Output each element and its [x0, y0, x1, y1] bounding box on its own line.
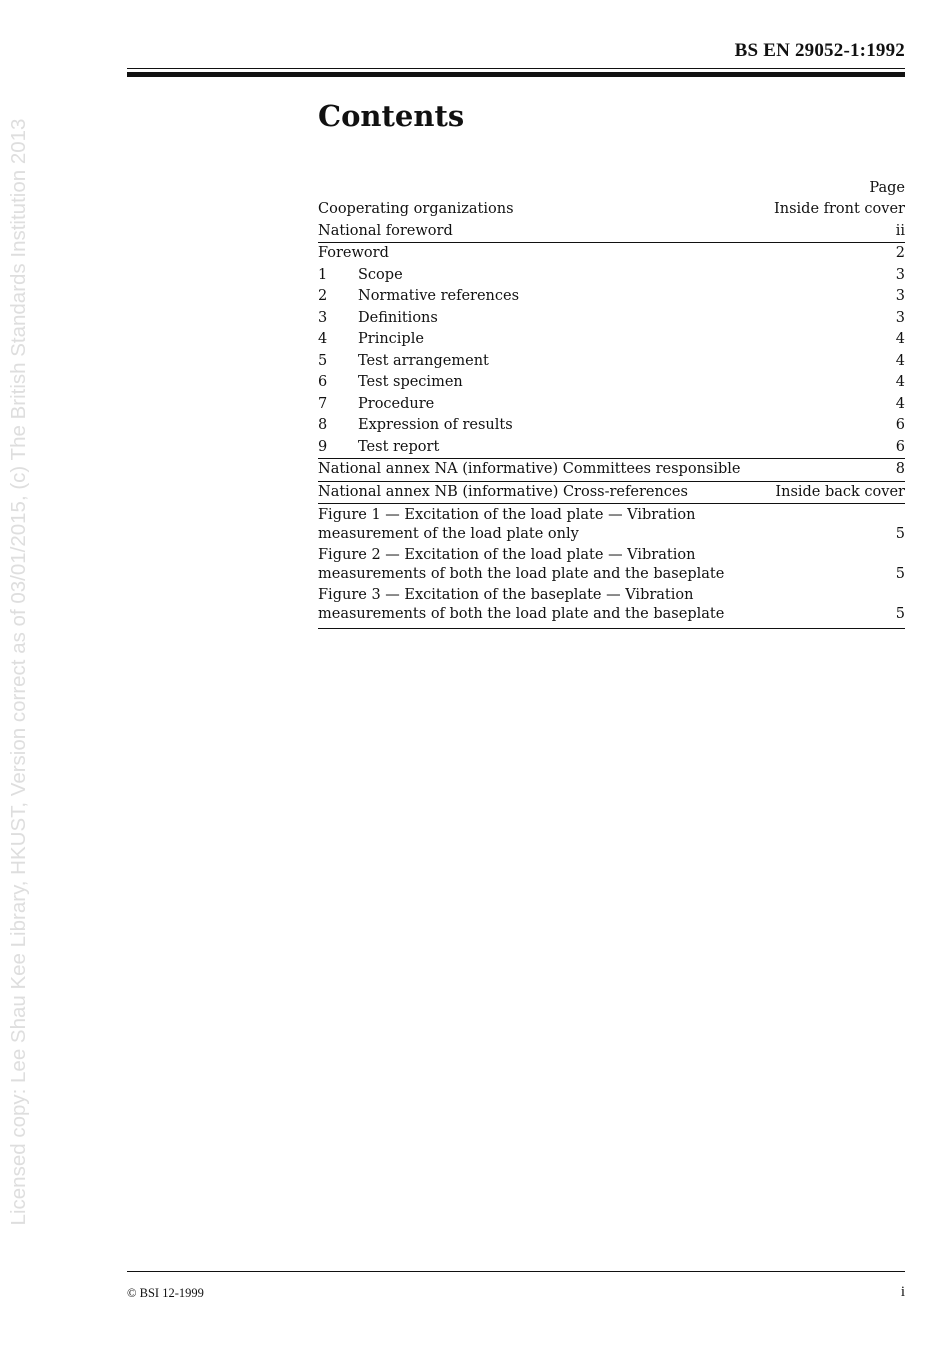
- clause-title: Normative references: [358, 288, 520, 304]
- figure-caption: Figure 1 — Excitation of the load plate — Vibration measurement of the load plate only: [318, 507, 696, 542]
- toc-entry-page: 5: [895, 606, 905, 622]
- clause-title: Scope: [358, 266, 403, 283]
- clause-number: 5: [318, 352, 328, 369]
- toc-entry-label: National foreword: [318, 222, 453, 239]
- toc-entry-page: 4: [895, 331, 905, 347]
- toc-entry[interactable]: [318, 221, 905, 243]
- page-column-heading: Page: [869, 180, 905, 196]
- toc-figure-entry[interactable]: [318, 506, 905, 544]
- toc-entry[interactable]: [318, 199, 905, 221]
- toc-clause[interactable]: [318, 265, 905, 287]
- table-of-contents: [318, 177, 905, 629]
- toc-entry-page: 4: [895, 395, 905, 412]
- clause-title: Definitions: [358, 309, 438, 326]
- toc-annex-NB: [318, 482, 905, 505]
- toc-clause[interactable]: [318, 351, 905, 373]
- clause-number: 4: [318, 331, 328, 347]
- document-code: BS EN 29052-1:1992: [734, 40, 905, 61]
- footer-copyright: © BSI 12-1999: [127, 1286, 204, 1300]
- toc-clause[interactable]: [318, 329, 905, 351]
- clause-number: 7: [318, 395, 328, 412]
- clause-title: Test specimen: [358, 374, 463, 390]
- toc-front-matter: [318, 199, 905, 243]
- toc-entry[interactable]: [318, 243, 905, 265]
- toc-annex-NA: [318, 459, 905, 482]
- toc-entry-page: 6: [895, 417, 905, 433]
- toc-entry-label: National annex NB (informative) Cross-references: [318, 483, 688, 500]
- clause-title: Test arrangement: [358, 352, 489, 369]
- toc-entry-page: 3: [895, 266, 905, 283]
- header-rule-thick: [127, 72, 905, 77]
- toc-clause[interactable]: [318, 286, 905, 308]
- toc-figure-entry[interactable]: [318, 586, 905, 624]
- toc-clause[interactable]: [318, 415, 905, 437]
- toc-entry-page: 8: [895, 461, 905, 477]
- toc-entry-page: 4: [895, 374, 905, 390]
- toc-entry-label: Cooperating organizations: [318, 201, 514, 217]
- toc-clause[interactable]: [318, 308, 905, 330]
- clause-number: 9: [318, 438, 328, 455]
- toc-entry-page: Inside back cover: [775, 483, 905, 500]
- clause-number: 1: [318, 266, 328, 283]
- clause-title: Principle: [358, 331, 424, 347]
- toc-entry-page: Inside front cover: [774, 201, 905, 217]
- toc-figures: [318, 506, 905, 629]
- toc-entry-page: 3: [895, 288, 905, 304]
- toc-clause[interactable]: [318, 372, 905, 394]
- toc-main-clauses: [318, 243, 905, 459]
- toc-entry-page: 4: [895, 352, 905, 369]
- toc-clause[interactable]: [318, 394, 905, 416]
- toc-entry-page: 5: [895, 566, 905, 582]
- toc-entry-page: 3: [895, 309, 905, 326]
- clause-number: 8: [318, 417, 328, 433]
- toc-entry-page: 2: [895, 245, 905, 261]
- footer-rule: [127, 1271, 905, 1272]
- toc-entry-page: 5: [895, 526, 905, 542]
- toc-entry[interactable]: [318, 459, 905, 481]
- watermark-text: Licensed copy: Lee Shau Kee Library, HKUST, Version correct as of 03/01/2015, (c) The British Standards Institution 2013: [7, 118, 30, 1226]
- toc-entry-page: 6: [895, 438, 905, 455]
- page-title: Contents: [318, 99, 465, 133]
- figure-caption: Figure 3 — Excitation of the baseplate — Vibration measurements of both the load plate and the baseplate: [318, 587, 725, 622]
- toc-figure-entry[interactable]: [318, 546, 905, 584]
- clause-title: Expression of results: [358, 417, 513, 433]
- clause-title: Procedure: [358, 395, 435, 412]
- clause-number: 2: [318, 288, 328, 304]
- toc-clause[interactable]: [318, 437, 905, 459]
- toc-entry-page: ii: [895, 222, 905, 239]
- toc-entry-label: Foreword: [318, 245, 389, 261]
- toc-entry-label: National annex NA (informative) Committees responsible: [318, 461, 741, 477]
- clause-title: Test report: [358, 438, 440, 455]
- clause-number: 3: [318, 309, 328, 326]
- figure-caption: Figure 2 — Excitation of the load plate — Vibration measurements of both the load plate and the baseplate: [318, 547, 725, 582]
- toc-entry[interactable]: [318, 482, 905, 504]
- header-rule-thin: [127, 68, 905, 69]
- clause-number: 6: [318, 374, 328, 390]
- footer-page-number: i: [900, 1284, 905, 1300]
